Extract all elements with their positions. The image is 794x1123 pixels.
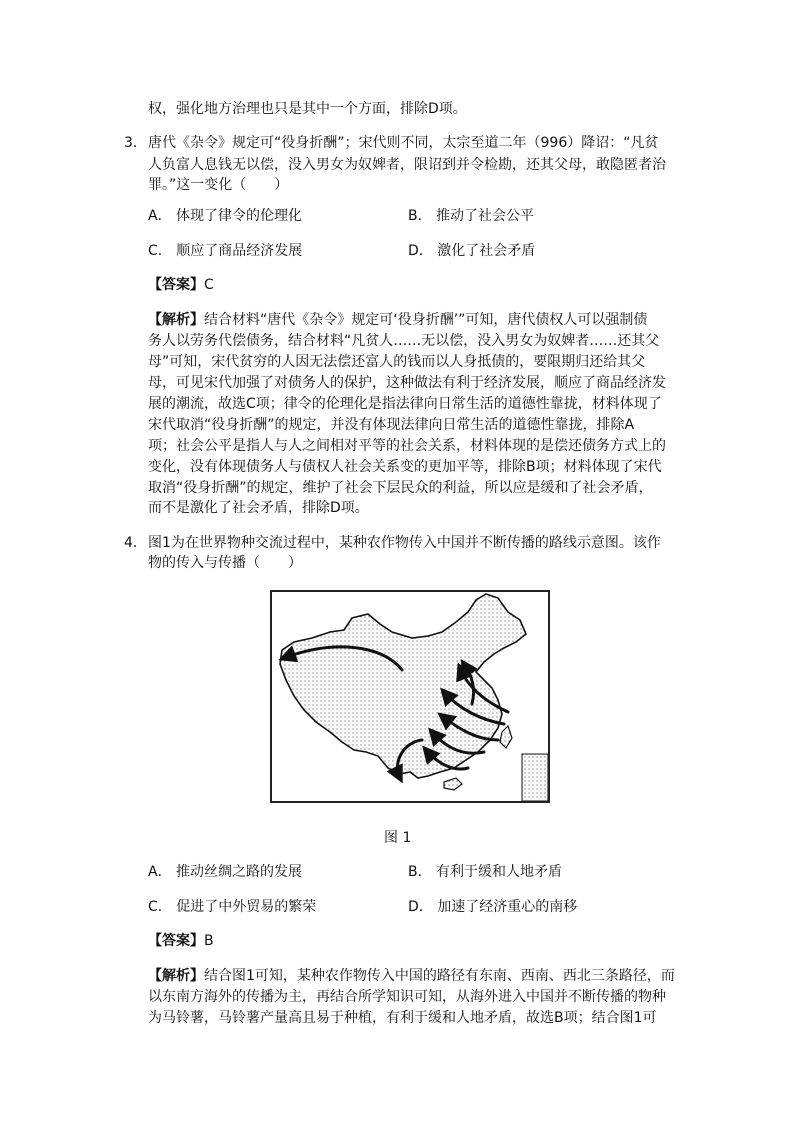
q3-analysis-line: 变化，没有体现债务人与债权人社会关系变的更加平等，排除B项；材料体现了宋代: [148, 459, 662, 475]
q4-option-b: B． 有利于缓和人地矛盾: [408, 864, 563, 880]
answer-label: 【答案】: [148, 277, 204, 293]
q3-stem-line: 唐代《杂令》规定可“役身折酬”；宋代则不同，太宗至道二年（996）降诏：“凡贫: [148, 135, 659, 151]
prev-question-tail: 权，强化地方治理也只是其中一个方面，排除D项。: [148, 101, 467, 117]
q4-analysis-line: 为马铃薯，马铃薯产量高且易于种植，有利于缓和人地矛盾，故选B项；结合图1可: [148, 1010, 657, 1026]
q3-analysis-line: 母”可知，宋代贫穷的人因无法偿还富人的钱而以人身抵债的，要限期归还给其父: [148, 354, 646, 370]
q3-option-a: A． 体现了律令的伦理化: [148, 208, 303, 224]
q3-analysis-line: 母，可见宋代加强了对债务人的保护，这种做法有利于经济发展，顺应了商品经济发: [148, 375, 666, 391]
q4-analysis-line: 以东南方海外的传播为主，再结合所学知识可知，从海外进入中国并不断传播的物种: [148, 989, 666, 1005]
q3-analysis-line: 取消“役身折酬”的规定，维护了社会下层民众的利益，所以应是缓和了社会矛盾，: [148, 480, 653, 496]
q4-stem-line: 图1为在世界物种交流过程中，某种农作物传入中国并不断传播的路线示意图。该作: [148, 535, 661, 551]
analysis-text: 结合图1可知，某种农作物传入中国的路径有东南、西南、西北三条路径，而: [204, 968, 675, 984]
q3-analysis-line: 宋代取消“役身折酬”的规定，并没有体现法律向日常生活的道德性靠拢，排除A: [148, 417, 635, 433]
figure-caption: 图 1: [384, 830, 412, 846]
q3-option-b: B． 推动了社会公平: [408, 208, 535, 224]
q3-stem-line: 罪。”这一变化（ ）: [148, 177, 289, 193]
taiwan-island: [500, 726, 512, 748]
answer-value: B: [204, 933, 214, 949]
q3-answer: [148, 275, 214, 295]
hainan-island: [444, 778, 462, 790]
q4-stem-line: 物的传入与传播（ ）: [148, 555, 302, 571]
q3-number: 3．: [124, 135, 147, 151]
analysis-text: 结合材料“唐代《杂令》规定可‘役身折酬’”可知，唐代债权人可以强制债: [204, 312, 648, 328]
q4-option-c: C． 促进了中外贸易的繁荣: [148, 899, 317, 915]
q3-analysis-line: 项；社会公平是指人与人之间相对平等的社会关系，材料体现的是偿还债务方式上的: [148, 438, 666, 454]
q3-analysis-line: 务人以劳务代偿债务，结合材料“凡贫人……无以偿，没入男女为奴婢者……还其父: [148, 333, 660, 349]
answer-value: C: [204, 277, 214, 293]
south-china-sea-inset: [522, 754, 548, 801]
analysis-label: 【解析】: [148, 968, 204, 984]
q4-number: 4．: [124, 535, 147, 551]
answer-label: 【答案】: [148, 933, 204, 949]
q3-option-d: D． 激化了社会矛盾: [408, 243, 536, 259]
q4-answer: [148, 931, 214, 951]
analysis-label: 【解析】: [148, 312, 204, 328]
q4-option-d: D． 加速了经济重心的南移: [408, 899, 578, 915]
q3-option-c: C． 顺应了商品经济发展: [148, 243, 303, 259]
china-crop-spread-map: [270, 590, 550, 803]
q3-stem-line: 人负富人息钱无以偿，没入男女为奴婢者，限诏到并令检勘，还其父母，敢隐匿者治: [148, 157, 666, 173]
q4-analysis-line: [148, 966, 675, 986]
q3-analysis-line: 展的潮流，故选C项；律令的伦理化是指法律向日常生活的道德性靠拢，材料体现了: [148, 396, 662, 412]
map-graphic: [272, 592, 548, 801]
q3-analysis-line: [148, 310, 647, 330]
q3-analysis-line: 而不是激化了社会矛盾，排除D项。: [148, 500, 369, 516]
q4-option-a: A． 推动丝绸之路的发展: [148, 864, 303, 880]
